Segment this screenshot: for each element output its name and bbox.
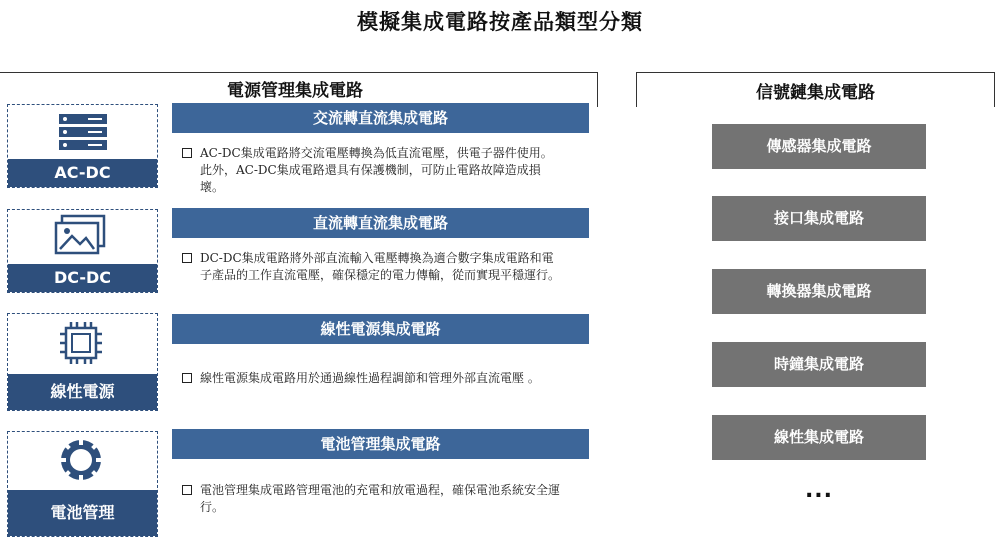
linear-power-description xyxy=(182,370,562,387)
ac-dc-bar: 交流轉直流集成電路 xyxy=(172,103,589,133)
converter-ic-box: 轉換器集成電路 xyxy=(712,269,926,314)
chip-icon xyxy=(56,320,106,370)
battery-management-card xyxy=(7,431,158,537)
clock-ic-box: 時鐘集成電路 xyxy=(712,342,926,387)
linear-power-card xyxy=(7,313,158,411)
ac-dc-description xyxy=(182,145,562,196)
circular-chip-icon xyxy=(55,436,107,488)
dc-dc-card xyxy=(7,209,158,293)
sensor-ic-box: 傳感器集成電路 xyxy=(712,124,926,169)
battery-management-description xyxy=(182,482,562,516)
checkbox-bullet-icon xyxy=(182,485,192,495)
checkbox-bullet-icon xyxy=(182,253,192,263)
dc-dc-description xyxy=(182,250,562,284)
interface-ic-box: 接口集成電路 xyxy=(712,196,926,241)
checkbox-bullet-icon xyxy=(182,373,192,383)
more-ellipsis: ... xyxy=(804,478,834,503)
linear-power-description-text: 線性電源集成電路用於通過線性過程調節和管理外部直流電壓 。 xyxy=(200,371,540,385)
linear-power-bar: 線性電源集成電路 xyxy=(172,314,589,344)
linear-power-label: 線性電源 xyxy=(8,374,157,410)
left-section-heading: 電源管理集成電路 xyxy=(227,81,363,101)
dc-dc-bar: 直流轉直流集成電路 xyxy=(172,208,589,238)
image-gallery-icon xyxy=(54,214,108,260)
ac-dc-label: AC-DC xyxy=(8,159,157,187)
linear-ic-box: 線性集成電路 xyxy=(712,415,926,460)
server-rack-icon xyxy=(58,113,108,155)
battery-management-description-text: 電池管理集成電路管理電池的充電和放電過程，確保電池系統安全運行。 xyxy=(200,483,561,514)
dc-dc-label: DC-DC xyxy=(8,264,157,292)
checkbox-bullet-icon xyxy=(182,148,192,158)
right-section-heading: 信號鏈集成電路 xyxy=(756,83,875,103)
dc-dc-description-text: DC-DC集成電路將外部直流輸入電壓轉換為適合數字集成電路和電子產品的工作直流電壓，確保穩定的電力傳輸，從而實現平穩運行。 xyxy=(200,251,561,282)
battery-management-bar: 電池管理集成電路 xyxy=(172,429,589,459)
ac-dc-description-text: AC-DC集成電路將交流電壓轉換為低直流電壓，供電子器件使用。此外，AC-DC集成電路還具有保護機制，可防止電路故障造成損壞。 xyxy=(200,146,553,194)
ac-dc-card xyxy=(7,104,158,188)
battery-management-label: 電池管理 xyxy=(8,490,157,536)
diagram-title: 模擬集成電路按產品類型分類 xyxy=(357,10,643,34)
